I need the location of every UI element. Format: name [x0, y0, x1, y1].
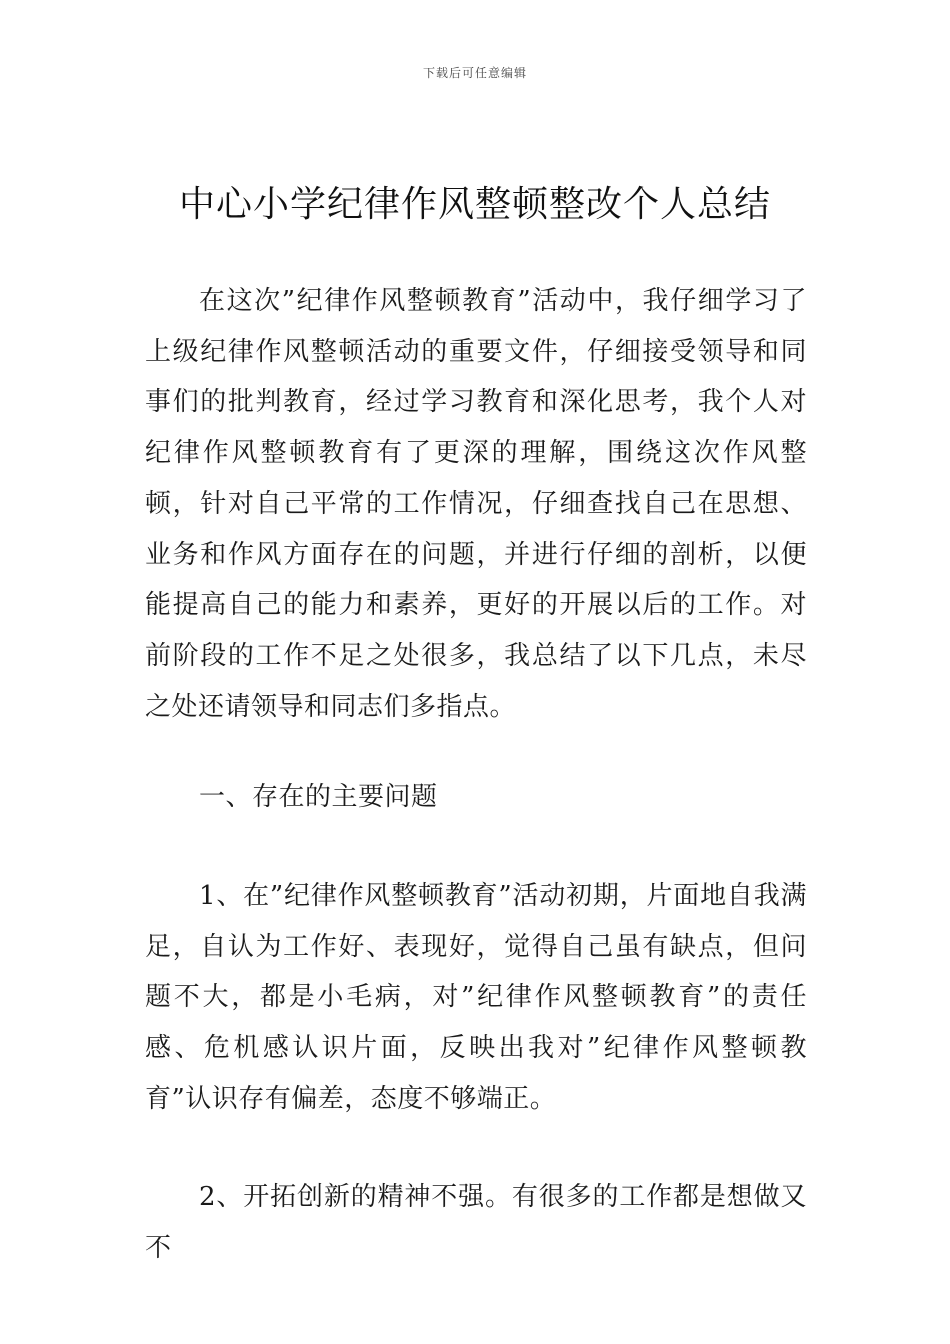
intro-paragraph: 在这次”纪律作风整顿教育”活动中，我仔细学习了上级纪律作风整顿活动的重要文件，仔细接受领导和同事们的批判教育，经过学习教育和深化思考，我个人对纪律作风整顿教育有了更深的理解，围绕这次作风整顿，针对自己平常的工作情况，仔细查找自己在思想、业务和作风方面存在的问题，并进行仔细的剖析，以便能提高自己的能力和素养，更好的开展以后的工作。对前阶段的工作不足之处很多，我总结了以下几点，未尽之处还请领导和同志们多指点。: [145, 286, 807, 722]
section-heading: 一、存在的主要问题: [199, 782, 438, 812]
document-title: 中心小学纪律作风整顿整改个人总结: [178, 184, 771, 225]
header-note: 下载后可任意编辑: [422, 66, 527, 80]
item-paragraph-1: 1、在”纪律作风整顿教育”活动初期，片面地自我满足，自认为工作好、表现好，觉得自己虽有缺点，但问题不大，都是小毛病，对”纪律作风整顿教育”的责任感、危机感认识片面，反映出我对”纪律作风整顿教育”认识存有偏差，态度不够端正。: [145, 881, 807, 1114]
item-paragraph-2: 2、开拓创新的精神不强。有很多的工作都是想做又不: [145, 1182, 807, 1263]
